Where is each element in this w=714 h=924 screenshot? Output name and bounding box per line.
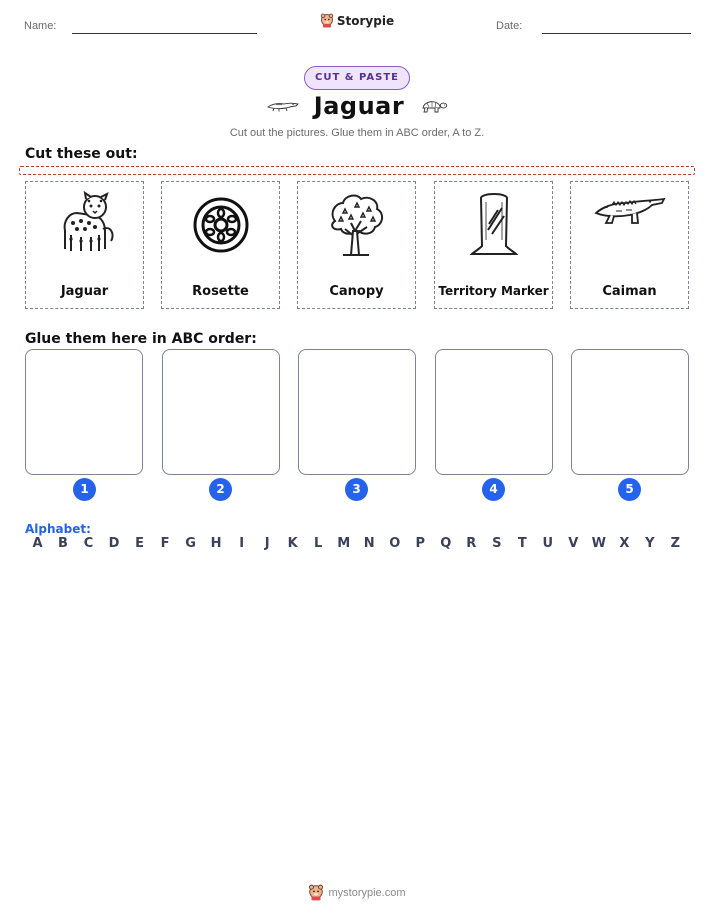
- alphabet-letter: D: [108, 536, 120, 551]
- slot-number: 1: [73, 478, 96, 501]
- alphabet-letter: H: [210, 536, 222, 551]
- glue-heading: Glue them here in ABC order:: [25, 331, 257, 347]
- glue-slot-1[interactable]: [25, 349, 143, 475]
- cut-heading: Cut these out:: [25, 146, 138, 162]
- alphabet-letter: V: [568, 536, 579, 551]
- alphabet-letter: P: [415, 536, 425, 551]
- alphabet-letter: X: [619, 536, 630, 551]
- slot-number: 4: [482, 478, 505, 501]
- alphabet-letter: E: [135, 536, 144, 551]
- glue-slot-2[interactable]: [162, 349, 280, 475]
- alphabet-letter: T: [517, 536, 527, 551]
- footer: [0, 884, 714, 901]
- slot-number: 2: [209, 478, 232, 501]
- alphabet-label: Alphabet:: [25, 522, 91, 536]
- cut-card-jaguar[interactable]: [25, 181, 144, 309]
- caiman-doodle-icon: [266, 98, 300, 114]
- rosette-icon: [191, 195, 251, 255]
- alphabet-letter: U: [542, 536, 554, 551]
- cut-card-caiman[interactable]: [570, 181, 689, 309]
- alphabet-letter: Z: [670, 536, 681, 551]
- tree-icon: [323, 191, 391, 259]
- cut-card-canopy[interactable]: [297, 181, 416, 309]
- alphabet-letter: Q: [440, 536, 452, 551]
- glue-slot-5[interactable]: [571, 349, 689, 475]
- tree-stump-icon: [464, 190, 524, 260]
- brand-name: Storypie: [336, 13, 395, 28]
- turtle-doodle-icon: [418, 97, 448, 115]
- alphabet-letter: J: [264, 536, 270, 551]
- alphabet-row: [25, 536, 688, 551]
- name-label: Name:: [24, 20, 57, 32]
- alphabet-letter: G: [185, 536, 196, 551]
- alphabet-letter: R: [466, 536, 477, 551]
- slot-number: 5: [618, 478, 641, 501]
- name-line[interactable]: [72, 33, 257, 34]
- cut-dashed-line: [19, 166, 695, 175]
- alphabet-letter: N: [363, 536, 375, 551]
- storypie-mascot-icon: [320, 13, 334, 28]
- alphabet-letter: S: [492, 536, 502, 551]
- alphabet-letter: W: [591, 536, 607, 551]
- alphabet-letter: Y: [645, 536, 655, 551]
- cut-card-rosette[interactable]: [161, 181, 280, 309]
- alphabet-letter: C: [83, 536, 94, 551]
- glue-slot-4[interactable]: [435, 349, 553, 475]
- activity-badge: CUT & PASTE: [304, 66, 410, 90]
- worksheet-title: Jaguar: [313, 92, 405, 120]
- card-label: Caiman: [602, 284, 657, 299]
- card-label: Territory Marker: [438, 284, 549, 298]
- alphabet-letter: F: [160, 536, 170, 551]
- footer-url[interactable]: mystorypie.com: [328, 886, 406, 899]
- card-label: Rosette: [192, 284, 249, 299]
- slot-number: 3: [345, 478, 368, 501]
- alphabet-letter: L: [314, 536, 323, 551]
- date-label: Date:: [496, 20, 523, 32]
- storypie-mascot-icon: [308, 884, 324, 901]
- date-line[interactable]: [542, 33, 691, 34]
- brand-logo: [0, 13, 714, 28]
- cut-card-territory-marker[interactable]: [434, 181, 553, 309]
- alphabet-letter: I: [239, 536, 245, 551]
- glue-slot-3[interactable]: [298, 349, 416, 475]
- alphabet-letter: K: [287, 536, 298, 551]
- instructions: Cut out the pictures. Glue them in ABC order, A to Z.: [229, 127, 485, 139]
- alphabet-letter: M: [337, 536, 351, 551]
- alphabet-letter: B: [58, 536, 68, 551]
- alphabet-letter: O: [389, 536, 401, 551]
- card-label: Canopy: [329, 284, 384, 299]
- card-label: Jaguar: [60, 284, 109, 299]
- caiman-icon: [592, 189, 668, 229]
- alphabet-letter: A: [32, 536, 43, 551]
- jaguar-icon: [51, 191, 119, 259]
